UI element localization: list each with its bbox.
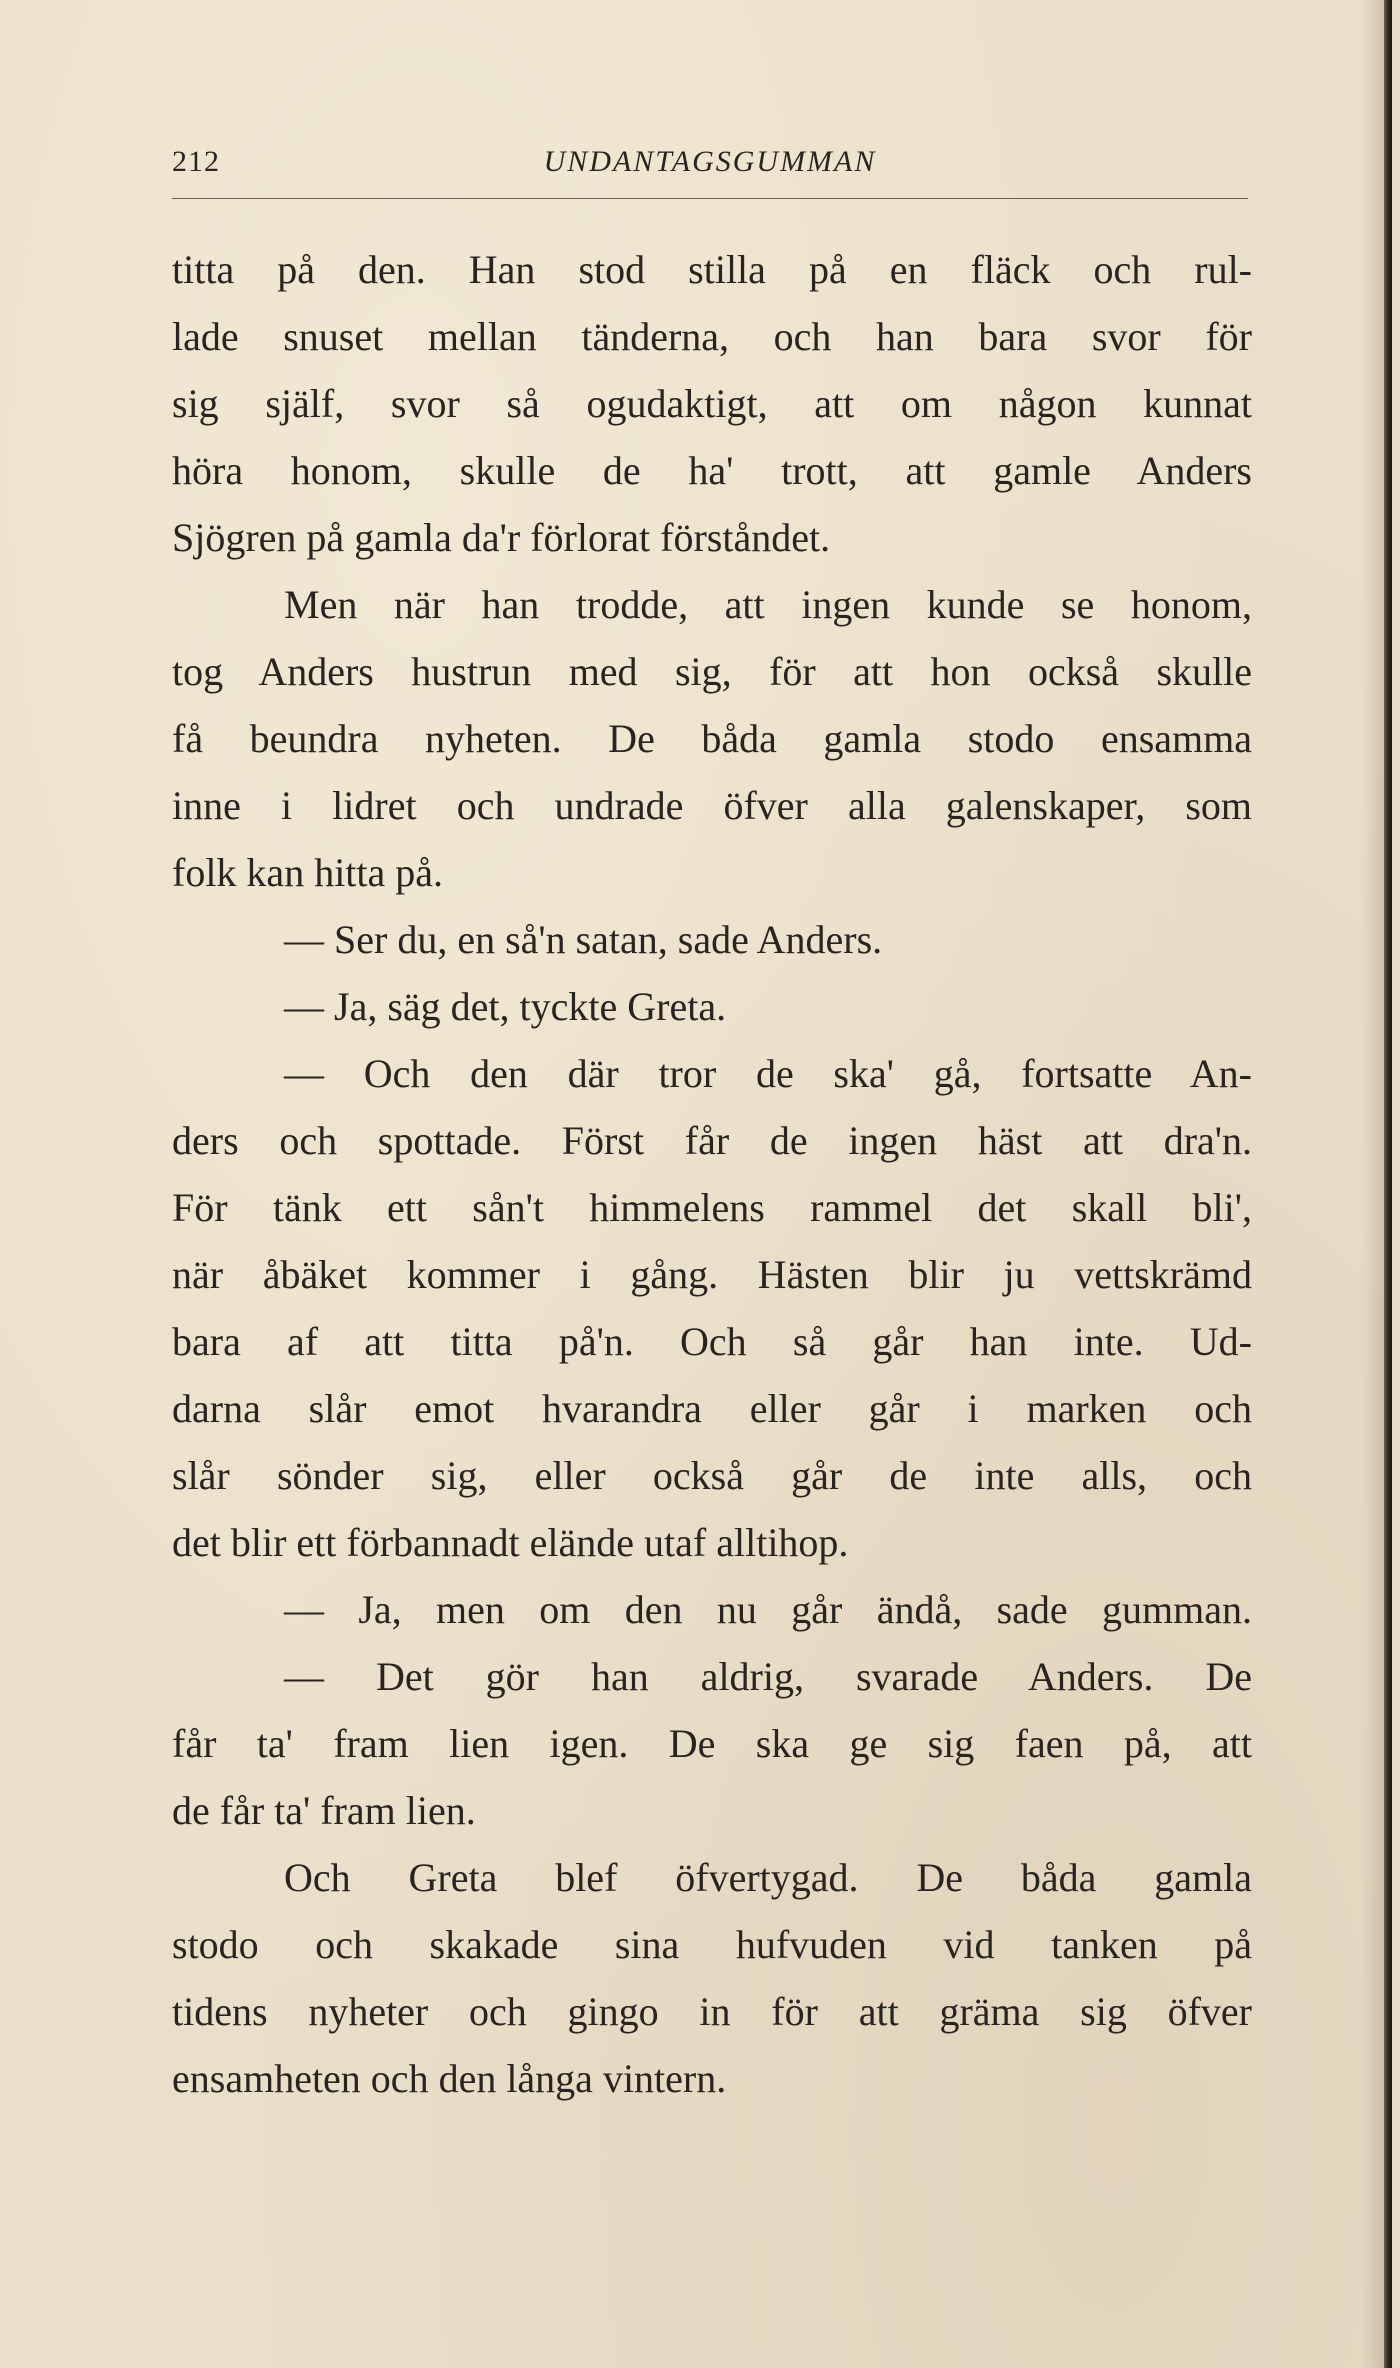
- page-number: 212: [172, 145, 220, 178]
- text-line: slår sönder sig, eller också går de inte alls, och: [172, 1453, 1252, 1498]
- text-line: — Och den där tror de ska' gå, fortsatte An-: [284, 1051, 1252, 1096]
- text-line: det blir ett förbannadt elände utaf alltihop.: [172, 1520, 849, 1565]
- header-rule: [172, 198, 1248, 199]
- text-line: sig själf, svor så ogudaktigt, att om någon kunnat: [172, 381, 1252, 426]
- text-line: Sjögren på gamla da'r förlorat förståndet.: [172, 515, 831, 560]
- text-line: tog Anders hustrun med sig, för att hon också skulle: [172, 649, 1252, 694]
- text-line: ders och spottade. Först får de ingen häst att dra'n.: [172, 1118, 1252, 1163]
- text-line: — Ser du, en så'n satan, sade Anders.: [284, 917, 883, 962]
- text-line: få beundra nyheten. De båda gamla stodo ensamma: [172, 716, 1252, 761]
- text-line: folk kan hitta på.: [172, 850, 444, 895]
- text-line: de får ta' fram lien.: [172, 1788, 476, 1833]
- running-title: UNDANTAGSGUMMAN: [543, 145, 877, 178]
- text-line: — Ja, men om den nu går ändå, sade gumman.: [284, 1587, 1252, 1632]
- text-line: darna slår emot hvarandra eller går i marken och: [172, 1386, 1252, 1431]
- text-line: tidens nyheter och gingo in för att gräma sig öfver: [172, 1989, 1252, 2034]
- text-line: bara af att titta på'n. Och så går han inte. Ud-: [172, 1319, 1252, 1364]
- page-edge-shadow: [1362, 0, 1384, 2368]
- text-line: får ta' fram lien igen. De ska ge sig faen på, att: [172, 1721, 1252, 1766]
- text-line: stodo och skakade sina hufvuden vid tanken på: [172, 1922, 1252, 1967]
- page-edge: [1384, 0, 1392, 2368]
- text-line: Och Greta blef öfvertygad. De båda gamla: [284, 1855, 1252, 1900]
- text-line: lade snuset mellan tänderna, och han bara svor för: [172, 314, 1252, 359]
- page-header: [172, 140, 1248, 184]
- text-line: titta på den. Han stod stilla på en fläck och rul-: [172, 247, 1252, 292]
- text-line: inne i lidret och undrade öfver alla galenskaper, som: [172, 783, 1252, 828]
- text-line: Men när han trodde, att ingen kunde se honom,: [284, 582, 1252, 627]
- text-line: — Det gör han aldrig, svarade Anders. De: [284, 1654, 1252, 1699]
- text-line: när åbäket kommer i gång. Hästen blir ju vettskrämd: [172, 1252, 1252, 1297]
- text-line: höra honom, skulle de ha' trott, att gamle Anders: [172, 448, 1252, 493]
- text-line: — Ja, säg det, tyckte Greta.: [284, 984, 727, 1029]
- text-line: ensamheten och den långa vintern.: [172, 2056, 727, 2101]
- body-text: [172, 236, 1252, 2112]
- text-line: För tänk ett sån't himmelens rammel det skall bli',: [172, 1185, 1252, 1230]
